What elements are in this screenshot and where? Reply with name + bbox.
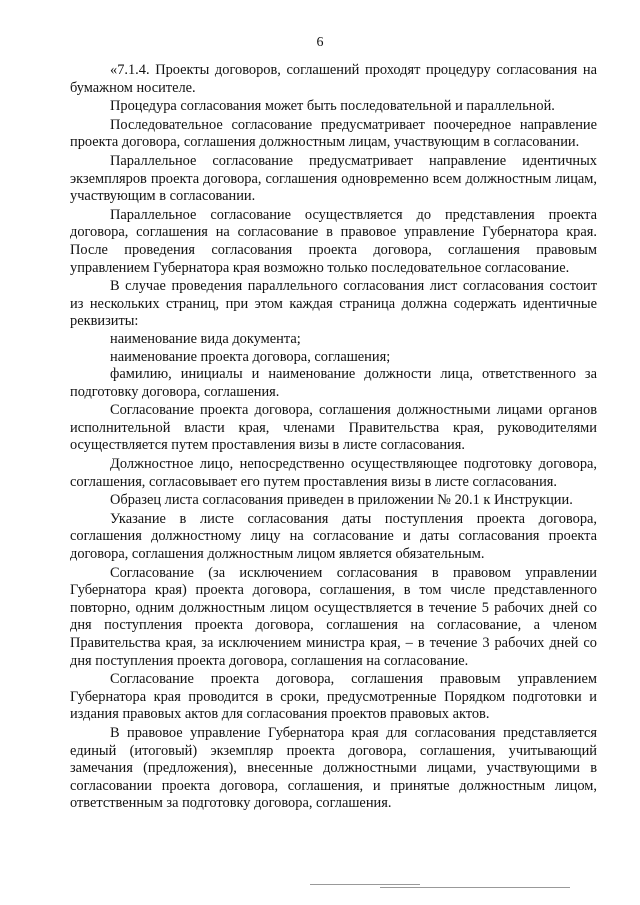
paragraph-procedure-types: Процедура согласования может быть последовательной и параллельной. — [110, 98, 555, 115]
paragraph-parallel: Параллельное согласование предусматривает направление идентичных экземпляров проекта договора, соглашения одновременно всем должностным лицам, участвующим в согласовании. — [70, 152, 597, 205]
paragraph-deadlines: Согласование (за исключением согласования в правовом управлении Губернатора края) проекта договора, соглашения, в том числе представленного повторно, одним должностным лицом осуществляется в течение 5 рабочих дней со дня поступления проекта договора, соглашения на согласование, а членом Правительства края, за исключением министра края, – в течение 3 рабочих дней со дня поступления проекта договора, соглашения на согласование. — [70, 564, 597, 669]
list-item-project-name: наименование проекта договора, соглашения; — [110, 348, 391, 365]
list-item-responsible-person: фамилию, инициалы и наименование должности лица, ответственного за подготовку договора, соглашения. — [70, 366, 597, 400]
paragraph-sequential: Последовательное согласование предусматривает поочередное направление проекта договора, соглашения должностным лицам, участвующим в согласовании. — [70, 116, 597, 151]
document-body — [70, 62, 597, 813]
list-item-document-type: наименование вида документа; — [110, 330, 301, 347]
paragraph-dates-required: Указание в листе согласования даты поступления проекта договора, соглашения должностному лицу на согласование и даты согласования проекта договора, соглашения должностным лицом является обязательным. — [70, 510, 597, 563]
paragraph-sample-sheet: Образец листа согласования приведен в приложении № 20.1 к Инструкции. — [110, 492, 573, 509]
paragraph-preparer-approval: Должностное лицо, непосредственно осуществляющее подготовку договора, соглашения, согласовывает его путем проставления визы в листе согласования. — [70, 456, 597, 490]
scan-artifact-line — [310, 884, 420, 885]
paragraph-7-1-4: «7.1.4. Проекты договоров, соглашений проходят процедуру согласования на бумажном носителе. — [70, 62, 597, 96]
paragraph-parallel-timing: Параллельное согласование осуществляется до представления проекта договора, соглашения на согласование в правовое управление Губернатора края. После проведения согласования проекта договора, соглашения правовым управлением Губернатора края возможно только последовательное согласование. — [70, 206, 597, 276]
scan-artifact-line — [380, 887, 570, 888]
paragraph-final-copy: В правовое управление Губернатора края для согласования представляется единый (итоговый) экземпляр проекта договора, соглашения, учитывающий замечания (предложения), внесенные должностными лицами, участвующими в согласовании проекта договора, соглашения, и принятые должностным лицом, ответственным за подготовку договора, соглашения. — [70, 724, 597, 812]
paragraph-legal-department-terms: Согласование проекта договора, соглашения правовым управлением Губернатора края проводится в сроки, предусмотренные Порядком подготовки и издания правовых актов для согласования проектов правовых актов. — [70, 671, 597, 723]
paragraph-officials-approval: Согласование проекта договора, соглашения должностными лицами органов исполнительной власти края, членами Правительства края, руководителями осуществляется путем проставления визы в листе согласования. — [70, 402, 597, 454]
paragraph-approval-sheet: В случае проведения параллельного согласования лист согласования состоит из нескольких страниц, при этом каждая страница должна содержать идентичные реквизиты: — [70, 278, 597, 330]
page-number: 6 — [316, 35, 324, 50]
